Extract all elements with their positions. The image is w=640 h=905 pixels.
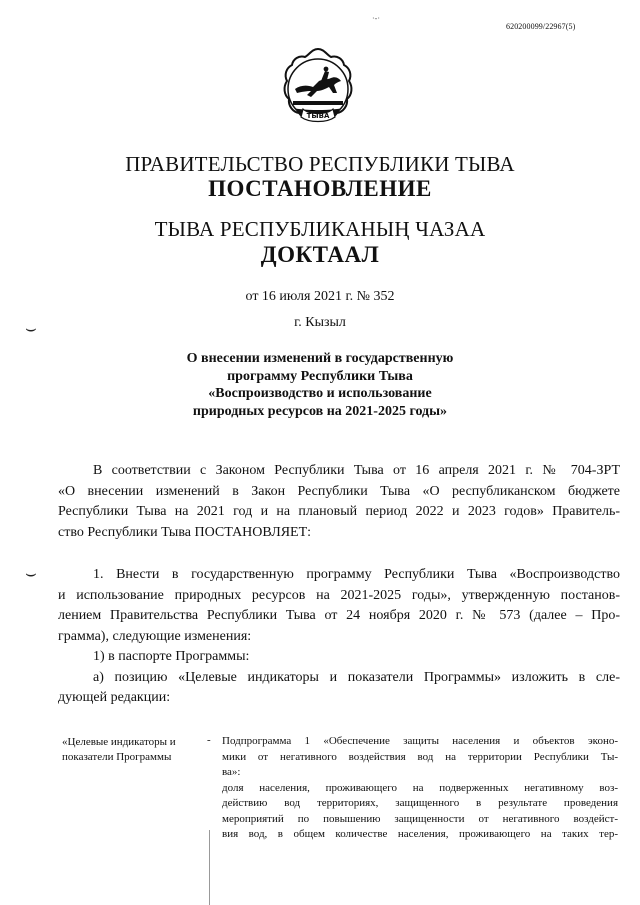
table-label-line: показатели Программы [62,751,172,763]
government-title: ПРАВИТЕЛЬСТВО РЕСПУБЛИКИ ТЫВА [125,152,515,176]
document-title [140,350,500,420]
table-text-line: мики от негативного воздействия вод на территории Республики Ты- [222,750,618,763]
title-line: «Воспроизводство и использование [208,386,432,401]
tuva-emblem-icon [281,45,355,137]
table-label-line: «Целевые индикаторы и [62,736,176,748]
text-line: 1) в паспорте Программы: [93,649,250,664]
document-type-tyvan: ДОКТААЛ [260,242,380,267]
svg-text:ТЫВА: ТЫВА [306,112,330,120]
text-line: ство Республики Тыва ПОСТАНОВЛЯЕТ: [58,524,312,540]
table-text-line: действию вод территориях, защищенного в результате проведения [222,797,618,809]
text-line: «О внесении изменений в Закон Республики Тыва «О республиканском бюджете [58,483,620,499]
item-1-paragraph [58,565,620,709]
table-position-content [222,734,618,843]
government-title-tyvan: ТЫВА РЕСПУБЛИКАНЫҢ ЧАЗАА [154,217,486,241]
city: г. Кызыл [294,315,346,330]
title-line: О внесении изменений в государственную [186,351,454,366]
date-number-line: от 16 июля 2021 г. № 352 [245,289,395,304]
document-id: 620200099/22967(5) [506,22,576,31]
table-text-line: доля населения, проживающего на подверженных негативному воз- [222,781,618,794]
column-divider [209,830,210,905]
table-text-line: Подпрограмма 1 «Обеспечение защиты населения и объектов эконо- [222,735,618,747]
text-line: грамма), следующие изменения: [58,628,252,644]
table-position-label [62,735,212,765]
table-dash: - [207,734,211,746]
preamble-paragraph [58,461,620,543]
text-line: В соответствии с Законом Республики Тыва от 16 апреля 2021 г. № 704-ЗРТ [93,463,620,478]
table-text-line: ва»: [222,766,241,778]
margin-mark: ⌣ [25,563,37,583]
text-line: лением Правительства Республики Тыва от 24 ноября 2020 г. № 573 (далее – Про- [58,608,620,623]
title-line: природных ресурсов на 2021-2025 годы» [192,403,448,419]
margin-mark: ⌣ [25,318,37,338]
table-text-line: вия вод, в общем количестве населения, проживающего на таких тер- [222,828,618,840]
scan-speck: ·-· [372,14,380,23]
title-line: программу Республики Тыва [227,368,413,384]
text-line: дующей редакции: [58,690,171,705]
table-text-line: мероприятий по повышению защищенности от негативного воздейст- [222,812,618,825]
text-line: Республики Тыва на 2021 год и на плановый период 2022 и 2023 годов» Правитель- [58,504,620,519]
document-type: ПОСТАНОВЛЕНИЕ [208,176,432,201]
text-line: а) позицию «Целевые индикаторы и показатели Программы» изложить в сле- [93,669,620,685]
text-line: 1. Внести в государственную программу Республики Тыва «Воспроизводство [93,567,620,582]
text-line: и использование природных ресурсов на 2021-2025 годы», утвержденную постанов- [58,587,620,603]
